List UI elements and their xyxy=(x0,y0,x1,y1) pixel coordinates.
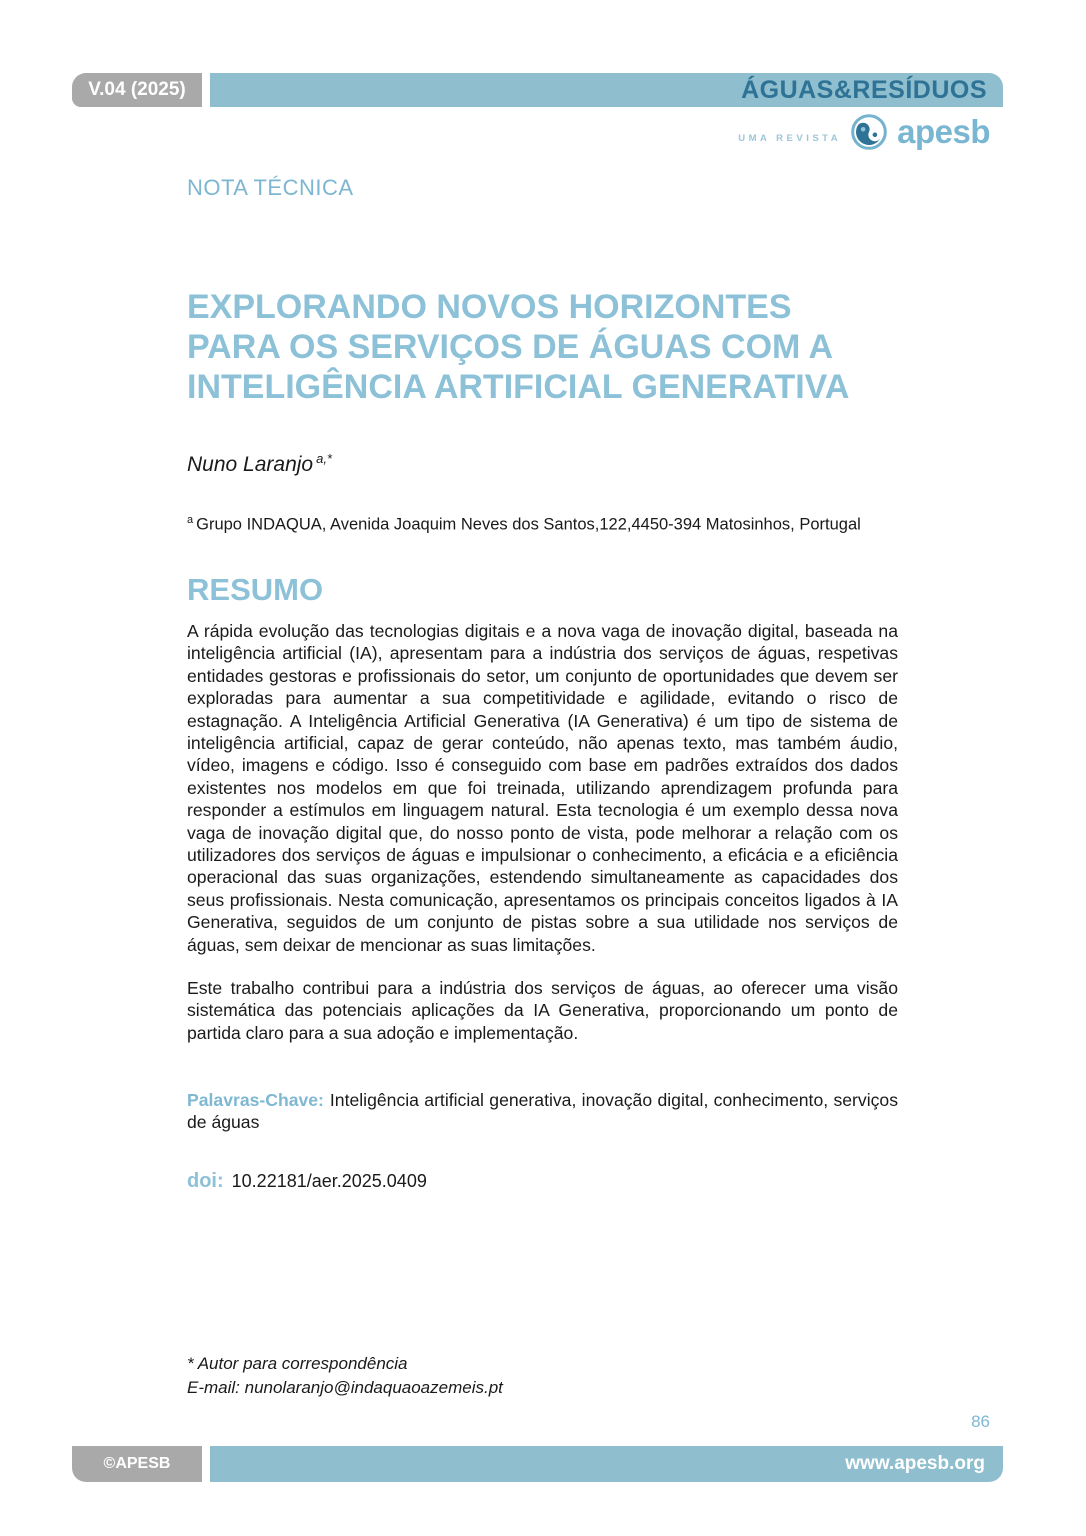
resumo-heading: RESUMO xyxy=(187,572,324,607)
affiliation-text: Grupo INDAQUA, Avenida Joaquim Neves dos Santos,122,4450-394 Matosinhos, Portugal xyxy=(196,515,861,534)
doi-label: doi: xyxy=(187,1170,224,1192)
keywords-block xyxy=(187,1089,898,1134)
doi-row xyxy=(187,1170,898,1193)
volume-badge xyxy=(72,73,202,107)
publisher-wordmark: apesb xyxy=(897,113,990,150)
revista-tagline: UMA REVISTA xyxy=(738,132,842,144)
affiliation-line xyxy=(187,514,898,535)
author-affiliation-marker: a,* xyxy=(316,451,332,466)
journal-title: ÁGUAS&RESÍDUOS xyxy=(741,75,987,104)
author-name: Nuno Laranjo xyxy=(187,453,314,476)
abstract-paragraph-2: Este trabalho contribui para a indústria dos serviços de águas, ao oferecer uma visão sistemática das potenciais aplicações da IA Generativa, proporcionando um ponto de partida claro para a sua adoção e implementação. xyxy=(187,978,898,1043)
page-header xyxy=(72,73,1003,107)
correspondence-note: * Autor para correspondência xyxy=(187,1354,408,1373)
abstract-paragraph-1: A rápida evolução das tecnologias digitais e a nova vaga de inovação digital, baseada na inteligência artificial (IA), apresentam para a indústria dos serviços de águas, respetivas entidades gestoras e profissionais do setor, um conjunto de oportunidades que devem ser exploradas para aumentar a sua competitividade e agilidade, evitando o risco de estagnação. A Inteligência Artificial Generativa (IA Generativa) é um tipo de sistema de inteligência artificial, capaz de gerar conteúdo, não apenas texto, mas também áudio, vídeo, imagens e código. Isso é conseguido com base em padrões extraídos dos dados existentes nos modelos em que foi treinada, utilizando aprendizagem profunda para responder a estímulos em linguagem natural. Esta tecnologia é um exemplo dessa nova vaga de inovação digital que, do nosso ponto de vista, pode melhorar a relação com os utilizadores dos serviços de águas e impulsionar o conhecimento, a eficácia e a eficiência operacional das suas organizações, estendendo simultaneamente as capacidades dos seus profissionais. Nesta comunicação, apresentamos os principais conceitos ligados à IA Generativa, seguidos de um conjunto de pistas sobre a sua utilidade nos serviços de águas, sem deixar de mencionar as suas limitações. xyxy=(187,621,898,955)
copyright-badge xyxy=(72,1446,202,1482)
article-title-line-2: PARA OS SERVIÇOS DE ÁGUAS COM A xyxy=(187,328,834,366)
affiliation-marker: a xyxy=(187,514,194,526)
publisher-logo-row xyxy=(738,112,990,152)
website-link[interactable]: www.apesb.org xyxy=(845,1453,985,1474)
correspondence-email[interactable]: E-mail: nunolaranjo@indaquaoazemeis.pt xyxy=(187,1378,503,1397)
page-footer xyxy=(72,1446,1003,1482)
doi-value[interactable]: 10.22181/aer.2025.0409 xyxy=(231,1171,427,1191)
keywords-label: Palavras-Chave: xyxy=(187,1090,324,1110)
website-bar xyxy=(210,1446,1003,1482)
volume-badge-label: V.04 (2025) xyxy=(88,79,186,100)
copyright-label: ©APESB xyxy=(103,1455,171,1472)
author-line xyxy=(187,451,898,477)
article-title-line-3: INTELIGÊNCIA ARTIFICIAL GENERATIVA xyxy=(187,368,850,406)
article-title xyxy=(187,287,898,407)
keywords-text: Inteligência artificial generativa, inovação digital, conhecimento, serviços de águas xyxy=(187,1090,898,1133)
journal-title-bar xyxy=(210,73,1003,107)
correspondence-footnote xyxy=(187,1352,898,1400)
article-title-line-1: EXPLORANDO NOVOS HORIZONTES xyxy=(187,288,792,326)
article-type-label: NOTA TÉCNICA xyxy=(187,175,354,200)
page-number: 86 xyxy=(971,1412,990,1431)
apesb-wave-circle-icon xyxy=(850,113,888,151)
